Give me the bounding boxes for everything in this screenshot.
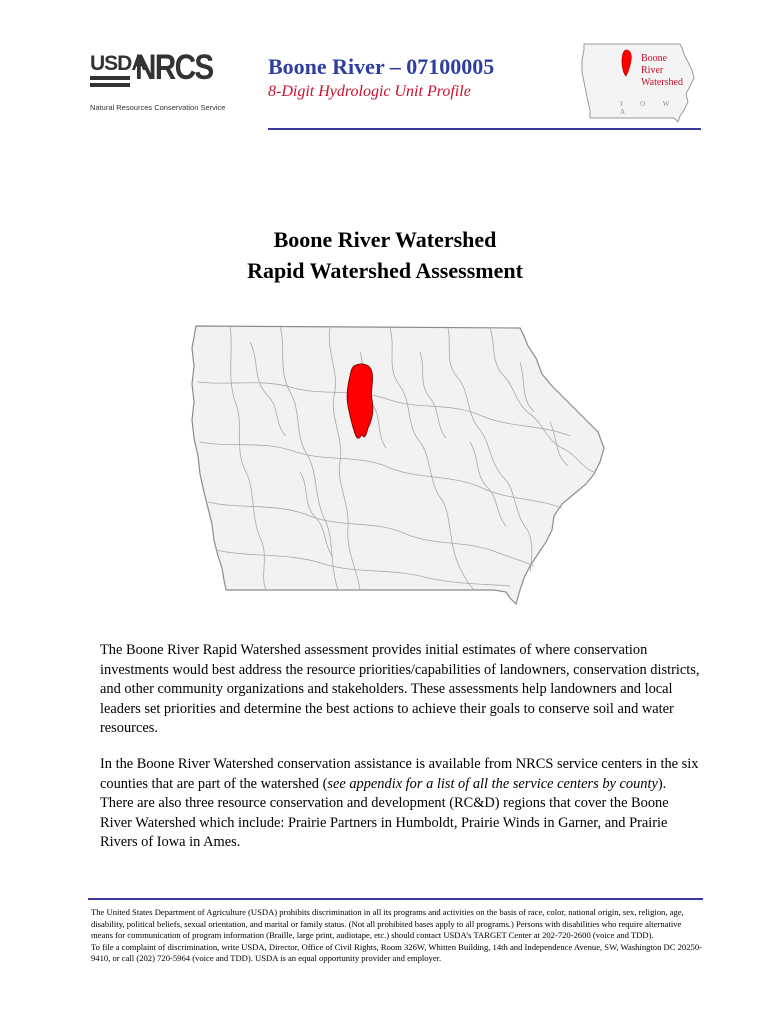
logo-usda-text: USDA: [90, 52, 146, 75]
title-line-2: Rapid Watershed Assessment: [247, 258, 523, 283]
logo-bar: [90, 83, 130, 87]
iowa-map-svg: [190, 322, 610, 610]
body-paragraph-1: The Boone River Rapid Watershed assessment provides initial estimates of where conservation investments would best address the resource priorities/capabilities of landowners, conservation districts, and other community organizations and stakeholders. These assessments help landowners and local leaders set priorities and determine the best actions to achieve their goals to conserve soil and water resources.: [100, 642, 700, 736]
title-line-1: Boone River Watershed: [273, 227, 497, 252]
header-subtitle: 8-Digit Hydrologic Unit Profile: [268, 83, 471, 100]
document-title: [0, 224, 770, 286]
logo-service-name: Natural Resources Conservation Service: [90, 103, 226, 112]
body-paragraph-2: [100, 755, 700, 853]
footer-complaint: To file a complaint of discrimination, write USDA, Director, Office of Civil Rights, Room 326W, Whitten Building, 14th and Independence Avenue, SW, Washington DC 20250-9410, or call (202) 720-5964 (voice and TDD). USDA is an equal opportunity provider and employer.: [91, 941, 702, 963]
header-title: Boone River – 07100005: [268, 54, 495, 79]
inset-label: [641, 53, 701, 89]
inset-label-line: Boone: [641, 53, 668, 64]
logo-nrcs-text: NRCS: [135, 48, 213, 87]
paragraph-2-text: In the Boone River Watershed conservation assistance is available from NRCS service centers in the six counties that are part of the watershed (: [100, 756, 699, 792]
nondiscrimination-footer: [91, 907, 703, 965]
logo-bar: [90, 76, 130, 80]
iowa-watershed-map: [190, 322, 610, 610]
paragraph-2-text: ). There are also three resource conservation and development (RC&D) regions that cover the Boone River Watershed which include: Prairie Partners in Humboldt, Prairie Winds in Garner, and Prairie Rivers of Iowa in Ames.: [100, 775, 669, 850]
header-rule: [268, 128, 701, 130]
inset-state-label: I O W A: [620, 100, 678, 116]
inset-label-line: Watershed: [641, 77, 683, 88]
paragraph-2-italic: see appendix for a list of all the service centers by county: [327, 775, 658, 792]
state-outline: [192, 326, 604, 604]
usda-nrcs-logo: [90, 48, 226, 122]
footer-rule: [88, 898, 703, 900]
footer-statement: The United States Department of Agriculture (USDA) prohibits discrimination in all its programs and activities on the basis of race, color, national origin, sex, religion, age, disability, political beliefs, sexual orientation, and marital or family status. (Not all prohibited bases apply to all programs.) Persons with disabilities who require alternative means for communication of program information (Braille, large print, audiotape, etc.) should contact USDA’s TARGET Center at 202-720-2600 (voice and TDD).: [91, 907, 684, 940]
inset-map: [580, 38, 698, 126]
inset-label-line: River: [641, 65, 664, 76]
